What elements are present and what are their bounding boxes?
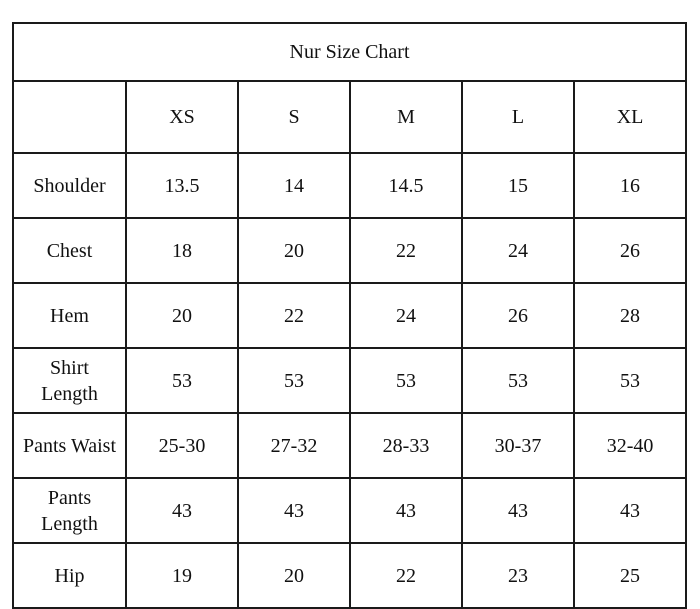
chart-title: Nur Size Chart [13, 23, 686, 81]
row-label: Chest [13, 218, 126, 283]
table-cell: 20 [238, 543, 350, 608]
table-row-hip [13, 543, 686, 608]
table-cell: 22 [238, 283, 350, 348]
row-label: Pants Length [13, 478, 126, 543]
table-cell: 22 [350, 543, 462, 608]
row-label: Shoulder [13, 153, 126, 218]
table-cell: 53 [126, 348, 238, 413]
row-label: Pants Waist [13, 413, 126, 478]
table-cell: 23 [462, 543, 574, 608]
table-cell: 13.5 [126, 153, 238, 218]
column-header-xs: XS [126, 81, 238, 153]
table-row-chest [13, 218, 686, 283]
row-label: Hem [13, 283, 126, 348]
table-row-pants-waist [13, 413, 686, 478]
table-cell: 16 [574, 153, 686, 218]
table-row-pants-length [13, 478, 686, 543]
table-cell: 14.5 [350, 153, 462, 218]
table-cell: 24 [350, 283, 462, 348]
table-cell: 26 [574, 218, 686, 283]
table-row-shirt-length [13, 348, 686, 413]
column-header-xl: XL [574, 81, 686, 153]
table-cell: 53 [462, 348, 574, 413]
table-cell: 53 [238, 348, 350, 413]
column-header-l: L [462, 81, 574, 153]
table-cell: 53 [574, 348, 686, 413]
title-row [13, 23, 686, 81]
table-cell: 27-32 [238, 413, 350, 478]
table-cell: 19 [126, 543, 238, 608]
column-header-s: S [238, 81, 350, 153]
header-row [13, 81, 686, 153]
table-cell: 43 [462, 478, 574, 543]
table-cell: 32-40 [574, 413, 686, 478]
table-cell: 20 [238, 218, 350, 283]
table-cell: 43 [350, 478, 462, 543]
table-cell: 26 [462, 283, 574, 348]
table-cell: 43 [574, 478, 686, 543]
table-cell: 24 [462, 218, 574, 283]
table-cell: 43 [126, 478, 238, 543]
column-header-m: M [350, 81, 462, 153]
table-cell: 28-33 [350, 413, 462, 478]
table-cell: 14 [238, 153, 350, 218]
size-chart-table [12, 22, 687, 609]
table-cell: 28 [574, 283, 686, 348]
row-label: Shirt Length [13, 348, 126, 413]
table-cell: 25-30 [126, 413, 238, 478]
table-cell: 30-37 [462, 413, 574, 478]
table-row-shoulder [13, 153, 686, 218]
column-header-blank [13, 81, 126, 153]
table-cell: 53 [350, 348, 462, 413]
table-cell: 25 [574, 543, 686, 608]
table-cell: 22 [350, 218, 462, 283]
table-row-hem [13, 283, 686, 348]
table-cell: 18 [126, 218, 238, 283]
table-cell: 43 [238, 478, 350, 543]
table-cell: 20 [126, 283, 238, 348]
table-cell: 15 [462, 153, 574, 218]
size-chart-container [12, 22, 687, 609]
row-label: Hip [13, 543, 126, 608]
